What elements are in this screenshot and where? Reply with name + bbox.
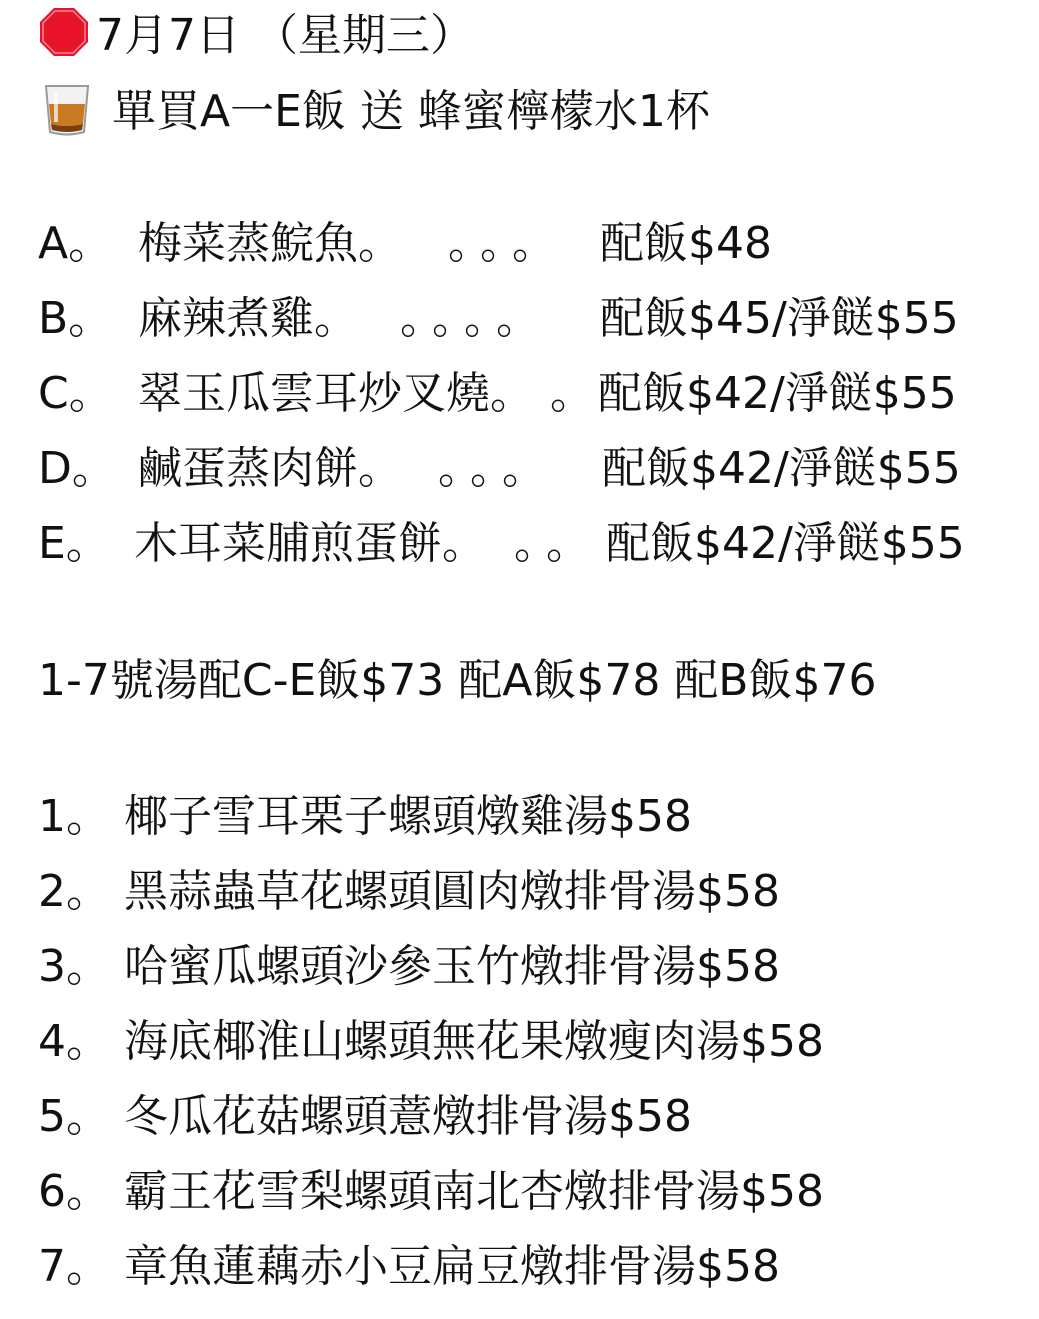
dish-price: 配飯$42/淨餸$55 [598, 368, 957, 419]
dish-dots: 。。。 [438, 443, 556, 494]
soup-combo-line: 1-7號湯配C-E飯$73 配A飯$78 配B飯$76 [38, 655, 877, 706]
soup-item-4: 4。 海底椰淮山螺頭無花果燉瘦肉湯$58 [38, 1016, 824, 1067]
dish-price: 配飯$48 [600, 218, 772, 269]
dish-label: A。 [38, 218, 113, 269]
dish-dots: 。。 [514, 518, 600, 569]
dish-price: 配飯$42/淨餸$55 [606, 518, 965, 569]
promo-line [40, 80, 710, 138]
soup-item-6: 6。 霸王花雪梨螺頭南北杏燉排骨湯$58 [38, 1166, 824, 1217]
tumbler-glass-icon [40, 80, 94, 138]
soup-item-5: 5。 冬瓜花菇螺頭薏燉排骨湯$58 [38, 1091, 692, 1142]
stop-sign-icon [38, 6, 90, 58]
dish-name: 鹹蛋蒸肉餅。 [138, 443, 402, 494]
date-line [38, 6, 474, 62]
dish-name: 麻辣煮雞。 [138, 293, 358, 344]
dish-label: D。 [38, 443, 116, 494]
dish-dots: 。。。。 [400, 293, 550, 344]
dish-name: 木耳菜脯煎蛋餅。 [134, 518, 486, 569]
dish-name: 梅菜蒸鯇魚。 [138, 218, 402, 269]
dish-price: 配飯$45/淨餸$55 [600, 293, 959, 344]
soup-item-2: 2。 黑蒜蟲草花螺頭圓肉燉排骨湯$58 [38, 866, 780, 917]
date-text: 7月7日 （星期三） [96, 10, 474, 61]
dish-label: C。 [38, 368, 113, 419]
dish-label: B。 [38, 293, 113, 344]
soup-item-7: 7。 章魚蓮藕赤小豆扁豆燉排骨湯$58 [38, 1241, 780, 1292]
soup-item-3: 3。 哈蜜瓜螺頭沙參玉竹燉排骨湯$58 [38, 941, 780, 992]
dish-name: 翠玉瓜雲耳炒叉燒。 [138, 368, 534, 419]
dish-price: 配飯$42/淨餸$55 [602, 443, 961, 494]
soup-item-1: 1。 椰子雪耳栗子螺頭燉雞湯$58 [38, 791, 692, 842]
dish-label: E。 [38, 518, 110, 569]
promo-text: 單買A一E飯 送 蜂蜜檸檬水1杯 [112, 86, 710, 137]
dish-dots: 。 [550, 368, 604, 419]
dish-dots: 。。。 [448, 218, 566, 269]
